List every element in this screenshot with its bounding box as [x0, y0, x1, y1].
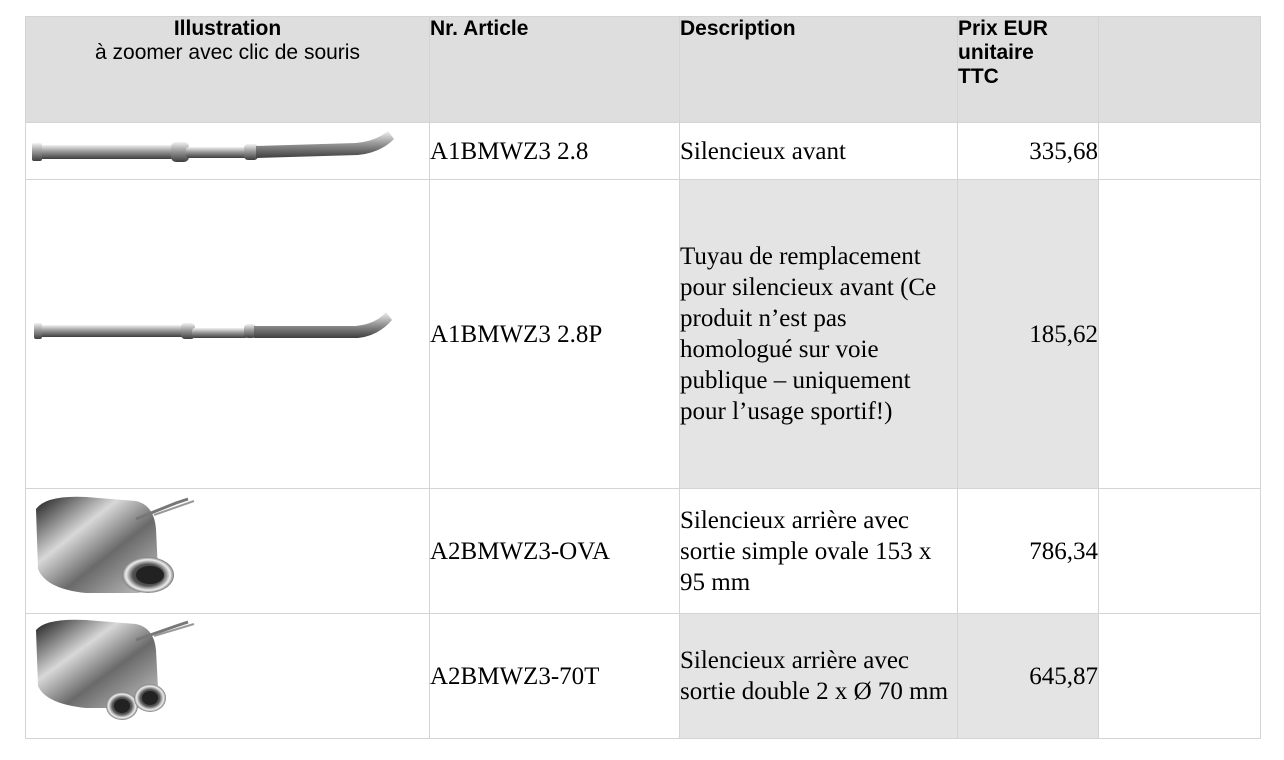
product-price: 335,68 [958, 123, 1099, 180]
extra-cell [1099, 614, 1261, 739]
header-extra-cell [1099, 17, 1261, 123]
product-image-cell[interactable] [26, 614, 430, 739]
header-illustration [26, 17, 430, 123]
header-illustration-title: Illustration [173, 17, 282, 40]
table-row [26, 123, 1261, 180]
header-article: Nr. Article [430, 17, 680, 123]
product-image-cell[interactable] [26, 123, 430, 180]
header-price-line3: TTC [958, 65, 999, 88]
header-illustration-subtitle: à zoomer avec clic de souris [95, 41, 360, 64]
products-table [25, 16, 1261, 739]
header-price [958, 17, 1099, 123]
header-description: Description [680, 17, 958, 123]
rear-silencer-double-image[interactable] [26, 614, 430, 738]
table-row [26, 180, 1261, 489]
article-number: A1BMWZ3 2.8 [430, 123, 680, 180]
table-row [26, 489, 1261, 614]
front-silencer-pipe-image[interactable] [26, 123, 430, 179]
product-image-cell[interactable] [26, 489, 430, 614]
article-number: A2BMWZ3-OVA [430, 489, 680, 614]
product-description: Tuyau de remplacement pour silencieux avant (Ce produit n’est pas homologué sur voie publique – uniquement pour l’usage sportif!) [680, 180, 958, 489]
product-price: 645,87 [958, 614, 1099, 739]
product-image-cell[interactable] [26, 180, 430, 489]
replacement-pipe-image[interactable] [26, 180, 430, 488]
header-price-line1: Prix EUR [958, 17, 1048, 40]
product-price: 786,34 [958, 489, 1099, 614]
rear-silencer-oval-image[interactable] [26, 489, 430, 613]
header-price-line2: unitaire [958, 41, 1034, 64]
extra-cell [1099, 123, 1261, 180]
product-price: 185,62 [958, 180, 1099, 489]
table-row [26, 614, 1261, 739]
extra-cell [1099, 489, 1261, 614]
product-description: Silencieux avant [680, 123, 958, 180]
table-header-row [26, 17, 1261, 123]
article-number: A1BMWZ3 2.8P [430, 180, 680, 489]
extra-cell [1099, 180, 1261, 489]
product-description: Silencieux arrière avec sortie double 2 x Ø 70 mm [680, 614, 958, 739]
product-description: Silencieux arrière avec sortie simple ovale 153 x 95 mm [680, 489, 958, 614]
article-number: A2BMWZ3-70T [430, 614, 680, 739]
